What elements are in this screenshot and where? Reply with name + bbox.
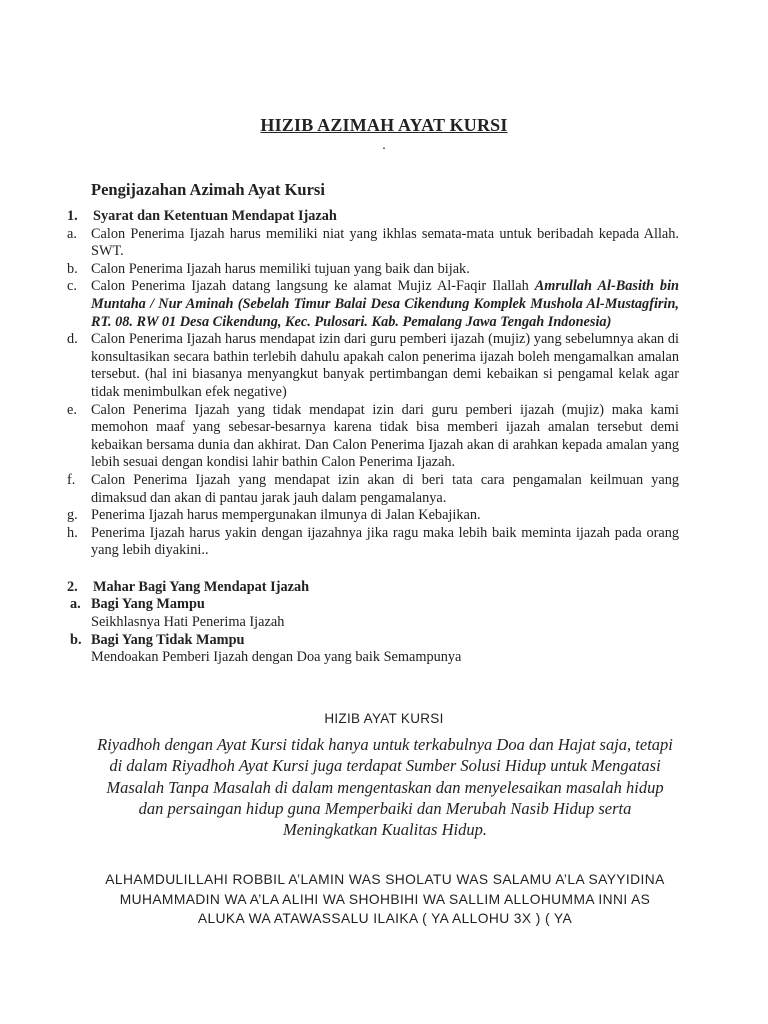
sub-item [67, 596, 679, 614]
list-text: Calon Penerima Ijazah harus memiliki niat yang ikhlas semata-mata untuk beribadah kepada Allah. SWT. [91, 225, 679, 260]
list-text: Calon Penerima Ijazah yang mendapat izin akan di beri tata cara pengamalan keilmuan yang dimaksud dan akan di pantau jarak jauh dalam pengamalanya. [91, 471, 679, 506]
list-marker: a. [67, 225, 77, 242]
sub-title: Bagi Yang Tidak Mampu [91, 631, 245, 648]
prayer-paragraph: ALHAMDULILLAHI ROBBIL A’LAMIN WAS SHOLATU WAS SALAMU A’LA SAYYIDINA MUHAMMADIN WA A’LA ALIHI WA SHOHBIHI WA SALLIM ALLOHUMMA INNI AS ALUKA WA ATAWASSALU ILAIKA ( YA ALLOHU 3X ) ( YA [105, 872, 665, 926]
list-item [67, 278, 679, 331]
section-2-number: 2. [67, 578, 78, 595]
section-1-header [67, 208, 679, 226]
sub-description: Seikhlasnya Hati Penerima Ijazah [91, 614, 285, 631]
section-2-title: Mahar Bagi Yang Mendapat Ijazah [93, 578, 310, 595]
address-intro: Calon Penerima Ijazah datang langsung ke alamat Mujiz Al-Faqir Ilallah [91, 278, 535, 295]
list-marker: h. [67, 524, 78, 541]
list-text [91, 278, 679, 331]
list-marker: e. [67, 401, 77, 418]
section-heading: Pengijazahan Azimah Ayat Kursi [91, 180, 325, 199]
section-1-number: 1. [67, 208, 78, 224]
list-text: Calon Penerima Ijazah yang tidak mendapat izin dari guru pemberi ijazah (mujiz) maka kami memohon maaf yang sebesar-besarnya karena tidak bisa memberi ijazah amalan tersebut demi kebaikan bersama dunia dan akhirat. Dan Calon Penerima Ijazah akan di arahkan kepada amalan yang lebih sesuai dengan kondisi lahir bathin Calon Penerima Ijazah. [91, 401, 679, 471]
list-text: Penerima Ijazah harus yakin dengan ijazahnya jika ragu maka lebih baik meminta ijazah pada orang yang lebih diyakini.. [91, 524, 679, 559]
sub-marker: a. [70, 596, 81, 613]
sub-marker: b. [70, 631, 82, 648]
document-body [67, 208, 679, 667]
address-details: Amrullah Al-Basith bin Muntaha / Nur Aminah (Sebelah Timur Balai Desa Cikendung Komplek Mushola Al-Mustagfirin, RT. 08. RW 01 Desa Cikendung, Kec. Pulosari. Kab. Pemalang Jawa Tengah Indonesia) [91, 278, 679, 330]
list-item [67, 261, 679, 279]
riyadhoh-paragraph: Riyadhoh dengan Ayat Kursi tidak hanya untuk terkabulnya Doa dan Hajat saja, tetapi di dalam Riyadhoh Ayat Kursi juga terdapat Sumber Solusi Hidup untuk Mengatasi Masalah Tanpa Masalah di dalam mengentaskan dan menyelesaikan masalah hidup dan persaingan hidup guna Memperbaiki dan Merubah Nasib Hidup serta Meningkatkan Kualitas Hidup. [97, 735, 673, 840]
list-text: Calon Penerima Ijazah harus memiliki tujuan yang baik dan bijak. [91, 260, 470, 277]
spacer [67, 560, 679, 579]
list-item [67, 507, 679, 525]
list-text: Calon Penerima Ijazah harus mendapat izin dari guru pemberi ijazah (mujiz) yang sebelumnya akan di konsultasikan secara bathin terlebih dahulu apakah calon penerima ijazah boleh mengamalkan amalan tersebut. (hal ini biasanya menyangkut banyak pertimbangan demi kebaikan si pengamal kelak agar tidak menimbulkan efek negative) [91, 331, 679, 400]
list-item [67, 331, 679, 401]
hizib-title: HIZIB AYAT KURSI [324, 711, 444, 726]
section-2-header [67, 579, 679, 597]
list-item [67, 525, 679, 560]
sub-description: Mendoakan Pemberi Ijazah dengan Doa yang baik Semampunya [91, 649, 462, 666]
document-title: HIZIB AZIMAH AYAT KURSI [260, 115, 508, 135]
sub-title: Bagi Yang Mampu [91, 596, 205, 613]
sub-item [67, 632, 679, 650]
title-dot: . [382, 138, 386, 153]
section-1-title: Syarat dan Ketentuan Mendapat Ijazah [93, 208, 337, 224]
list-item [67, 402, 679, 472]
list-text: Penerima Ijazah harus mempergunakan ilmunya di Jalan Kebajikan. [91, 507, 481, 524]
list-marker: b. [67, 260, 78, 277]
list-item [67, 226, 679, 261]
list-marker: g. [67, 507, 78, 524]
list-marker: f. [67, 471, 76, 488]
list-marker: d. [67, 331, 78, 348]
list-item [67, 472, 679, 507]
list-marker: c. [67, 278, 77, 295]
